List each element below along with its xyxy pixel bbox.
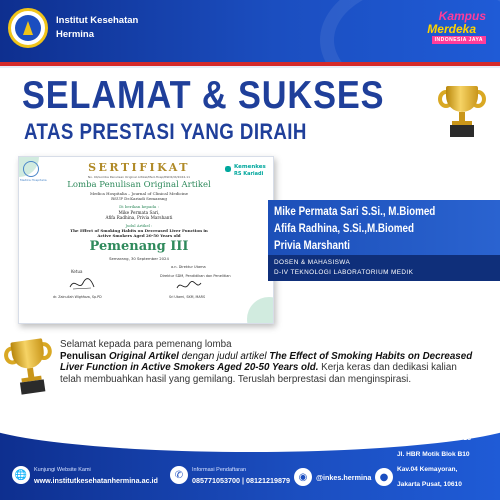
- footer-address-2: Jl. HBR Motik Blok B10: [397, 451, 470, 458]
- winner-role-2: D-IV TEKNOLOGI LABORATORIUM MEDIK: [274, 269, 414, 276]
- header-light-stripe: [0, 66, 500, 68]
- winners-roles-panel: [268, 255, 500, 281]
- body-article-title: The Effect of Smoking Habits on Decreased Liver Function in Active Smokers Aged 20-50 Years old.: [60, 350, 473, 373]
- institution-name: [56, 14, 138, 42]
- header-bar: [0, 0, 500, 62]
- certificate-judul-line1: The Effect of Smoking Habits on Decreased Liver Function in: [70, 228, 208, 233]
- certificate-names-line1: Mike Permata Sari,: [118, 210, 160, 215]
- medica-hospitalia-logo: [23, 161, 39, 177]
- winner-role-1: DOSEN & MAHASISWA: [274, 259, 351, 266]
- kemenkes-logo: [223, 163, 267, 179]
- certificate-ketua-name: dr. Zainullah Wighfaza, Sp.PD: [53, 295, 102, 299]
- signature-left-icon: [67, 275, 97, 293]
- footer-phone[interactable]: 085771053700 | 08121219879: [192, 476, 290, 485]
- winner-name-1: Mike Permata Sari S.Si., M.Biomed: [274, 204, 436, 218]
- certificate-journal: Medica Hospitalia – Journal of Clinical Medicine: [89, 191, 189, 196]
- certificate-image: [18, 156, 274, 324]
- footer-bar: [0, 432, 500, 500]
- certificate-director-name: Sri Utami, SKM, MARS: [169, 295, 206, 299]
- kampus-merdeka-line2: Merdeka: [427, 22, 476, 36]
- institution-name-line2: Hermina: [56, 29, 95, 40]
- headline-title: SELAMAT & SUKSES: [22, 74, 385, 117]
- certificate-title: SERTIFIKAT: [88, 161, 190, 174]
- headline-subtitle: ATAS PRESTASI YANG DIRAIH: [24, 119, 307, 144]
- winners-names-panel: [268, 200, 500, 255]
- congratulation-paragraph: [60, 351, 478, 386]
- globe-icon: 🌐: [12, 466, 30, 484]
- certificate-number: No. 04/Lomba Penulisan Original Artikel/Med-Hosp/RSDK/IX/2024-11: [87, 175, 191, 179]
- signature-right-icon: [174, 278, 204, 294]
- certificate-names-line2: Afifa Radhina, Privia Marshanti: [105, 215, 173, 220]
- winner-name-2: Afifa Radhina, S.Si.,M.Biomed: [274, 221, 414, 235]
- footer-instagram[interactable]: @inkes.hermina: [316, 473, 372, 482]
- certificate-ketua-label: Ketua: [71, 269, 83, 274]
- kampus-merdeka-line1: Kampus: [438, 9, 486, 23]
- certificate-judul-label: Judul Artikel :: [125, 223, 153, 228]
- kemenkes-logo-line1: Kemenkes: [234, 164, 266, 170]
- certificate-given-label: Di berikan kepada :: [119, 204, 159, 209]
- footer-web-link[interactable]: www.institutkesehatanhermina.ac.id: [34, 476, 158, 485]
- body-dengan-judul: dengan judul artikel: [178, 350, 270, 362]
- institution-name-line1: Institut Kesehatan: [56, 15, 139, 26]
- trophy-icon: [2, 335, 60, 401]
- certificate-judul-line2: Active Smokers Aged 20-50 Years old: [97, 233, 181, 238]
- certificate-host: RSUP Dr.Kariadi Semarang: [111, 196, 167, 201]
- footer-info-label: Informasi Pendaftaran: [192, 467, 247, 473]
- medica-hospitalia-logo-text: Medika Hospitalia: [20, 178, 47, 182]
- body-closing: Kerja keras dan dedikasi kalian telah membuahkan hasil yang gemilang. Teruslah berprestasi dan menginspirasi.: [60, 362, 457, 385]
- certificate-event: Lomba Penulisan Original Artikel: [67, 180, 211, 190]
- congratulation-text: [60, 339, 478, 385]
- winner-name-3: Privia Marshanti: [274, 238, 351, 252]
- footer-address-4: Jakarta Pusat, 10610: [397, 481, 462, 488]
- body-penulisan: Penulisan: [60, 350, 109, 362]
- instagram-icon: ◉: [294, 468, 312, 486]
- phone-icon: ✆: [170, 466, 188, 484]
- kemenkes-logo-line2: RS Kariadi: [234, 171, 264, 177]
- certificate-judul: [49, 228, 229, 238]
- location-pin-icon: ●: [375, 468, 393, 486]
- certificate-winner: Pemenang III: [89, 239, 189, 254]
- certificate-an-label: a.n. Direktur Utama: [171, 265, 206, 269]
- kampus-merdeka-tagline: INDONESIA JAYA: [432, 36, 486, 44]
- footer-web-label: Kunjungi Website Kami: [34, 467, 91, 473]
- footer-address-1: Hermina Tower Lt.17-18: [397, 435, 471, 442]
- body-original-artikel: Original Artikel: [109, 350, 179, 362]
- congratulation-line1: Selamat kepada para pemenang lomba: [60, 339, 232, 350]
- institution-logo: [8, 8, 48, 48]
- certificate-director-title: Direktur SDM, Pendidikan dan Penelitian: [160, 274, 231, 278]
- footer-address-3: Kav.04 Kemayoran,: [397, 466, 458, 473]
- trophy-icon: [438, 84, 488, 140]
- certificate-date: Semarang, 30 September 2024: [109, 256, 169, 261]
